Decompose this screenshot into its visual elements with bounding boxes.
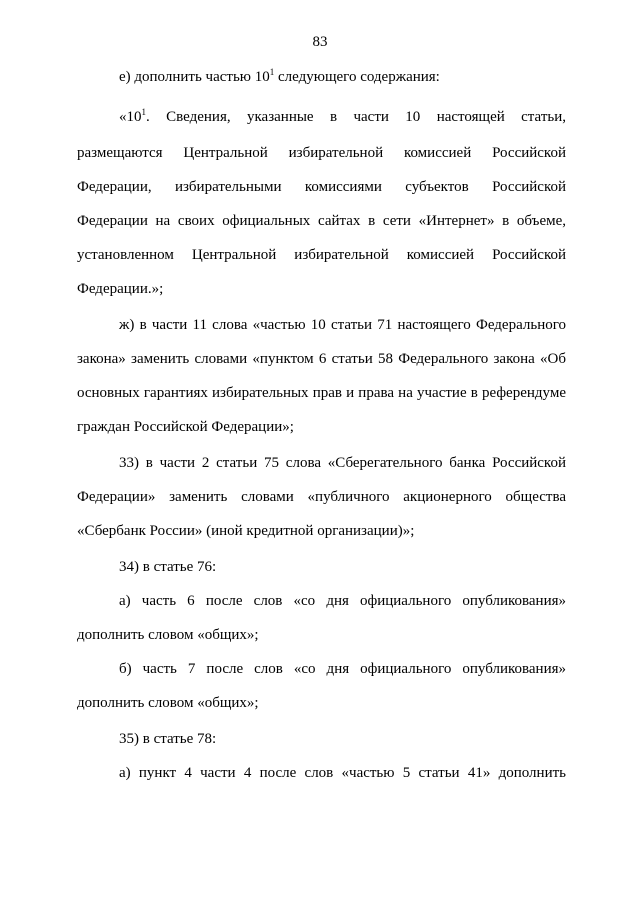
paragraph-line: «Сбербанк России» (иной кредитной организации)»;	[77, 523, 415, 539]
paragraph-line: дополнить словом «общих»;	[77, 695, 259, 711]
paragraph-line: граждан Российской Федерации»;	[77, 419, 294, 435]
paragraph-line: «$10^1$. Сведения, указанные в части 10 настоящей статьи,	[119, 107, 566, 125]
paragraph-line: е) дополнить частью $10^1$ следующего содержания:	[119, 67, 440, 85]
paragraph-line: а) часть 6 после слов «со дня официального опубликования»	[119, 593, 566, 609]
paragraph-line: закона» заменить словами «пунктом 6 статьи 58 Федерального закона «Об	[77, 351, 566, 367]
paragraph-line: ж) в части 11 слова «частью 10 статьи 71 настоящего Федерального	[119, 317, 566, 333]
paragraph-line: Федерации, избирательными комиссиями субъектов Российской	[77, 179, 566, 195]
paragraph-line: 35) в статье 78:	[119, 731, 217, 747]
paragraph-line: Федерации.»;	[77, 281, 164, 297]
paragraph-line: Федерации на своих официальных сайтах в сети «Интернет» в объеме,	[77, 213, 566, 229]
paragraph-line: б) часть 7 после слов «со дня официального опубликования»	[119, 661, 566, 677]
paragraph-line: установленном Центральной избирательной комиссией Российской	[77, 247, 566, 263]
paragraph-line: Федерации» заменить словами «публичного акционерного общества	[77, 489, 566, 505]
paragraph-line: а) пункт 4 части 4 после слов «частью 5 статьи 41» дополнить	[119, 765, 566, 781]
paragraph-line: размещаются Центральной избирательной комиссией Российской	[77, 145, 566, 161]
page-number: 83	[312, 34, 328, 50]
paragraph-line: 33) в части 2 статьи 75 слова «Сберегательного банка Российской	[119, 455, 566, 471]
paragraph-line: 34) в статье 76:	[119, 559, 217, 575]
paragraph-line: основных гарантиях избирательных прав и права на участие в референдуме	[77, 385, 566, 401]
paragraph-line: дополнить словом «общих»;	[77, 627, 259, 643]
